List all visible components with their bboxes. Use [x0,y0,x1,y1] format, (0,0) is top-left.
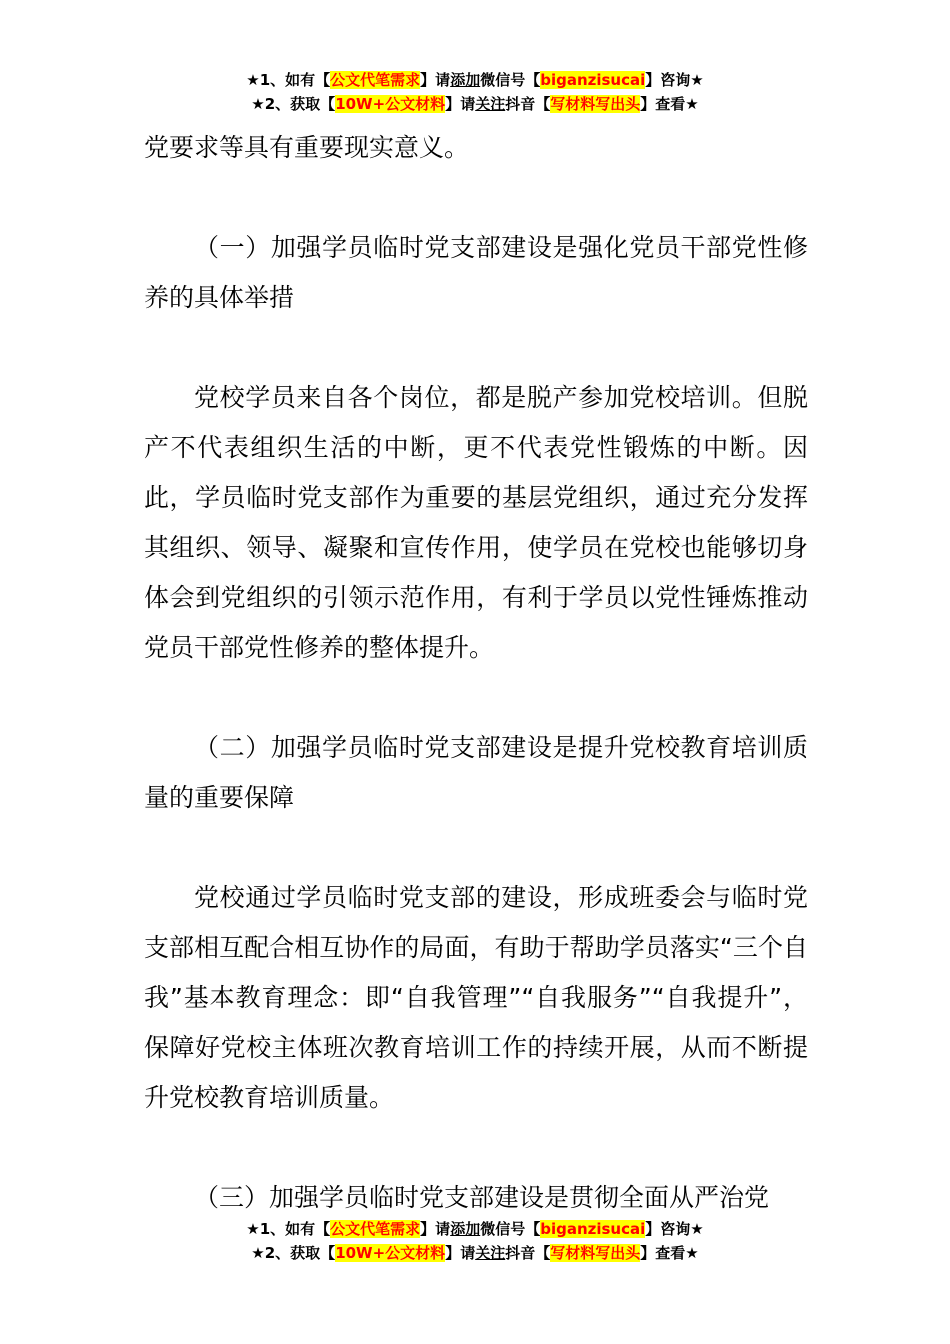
paragraph-continuation: 党要求等具有重要现实意义。 [144,133,470,162]
header-banner [0,68,950,116]
banner-line-2: ★2、获取【10W+公文材料】请关注抖音【写材料写出头】查看★ [251,1244,699,1262]
section-heading-2: （二）加强学员临时党支部建设是提升党校教育培训质量的重要保障 [144,733,808,812]
paragraph-2: 党校通过学员临时党支部的建设，形成班委会与临时党支部相互配合相互协作的局面，有助于帮助学员落实“三个自我”基本教育理念：即“自我管理”“自我服务”“自我提升”，保障好党校主体班次教育培训工作的持续开展，从而不断提升党校教育培训质量。 [144,883,808,1112]
highlight-ghostwriting: 公文代笔需求 [330,1220,421,1238]
highlight-douyin: 写材料写出头 [550,1244,641,1262]
section-heading-3: （三）加强学员临时党支部建设是贯彻全面从严治党 [194,1183,770,1212]
section-heading-1: （一）加强学员临时党支部建设是强化党员干部党性修养的具体举措 [144,233,808,312]
footer-banner [0,1217,950,1265]
highlight-wechat-id: biganzisucai [540,71,646,89]
highlight-douyin: 写材料写出头 [550,95,641,113]
document-body [144,123,808,1223]
banner-line-1: ★1、如有【公文代笔需求】请添加微信号【biganzisucai】咨询★ [246,71,704,89]
paragraph-1: 党校学员来自各个岗位，都是脱产参加党校培训。但脱产不代表组织生活的中断，更不代表党性锻炼的中断。因此，学员临时党支部作为重要的基层党组织，通过充分发挥其组织、领导、凝聚和宣传作用，使学员在党校也能够切身体会到党组织的引领示范作用，有利于学员以党性锤炼推动党员干部党性修养的整体提升。 [144,383,808,662]
highlight-ghostwriting: 公文代笔需求 [330,71,421,89]
highlight-materials: 10W+公文材料 [335,1244,446,1262]
highlight-wechat-id: biganzisucai [540,1220,646,1238]
banner-line-2: ★2、获取【10W+公文材料】请关注抖音【写材料写出头】查看★ [251,95,699,113]
highlight-materials: 10W+公文材料 [335,95,446,113]
banner-line-1: ★1、如有【公文代笔需求】请添加微信号【biganzisucai】咨询★ [246,1220,704,1238]
